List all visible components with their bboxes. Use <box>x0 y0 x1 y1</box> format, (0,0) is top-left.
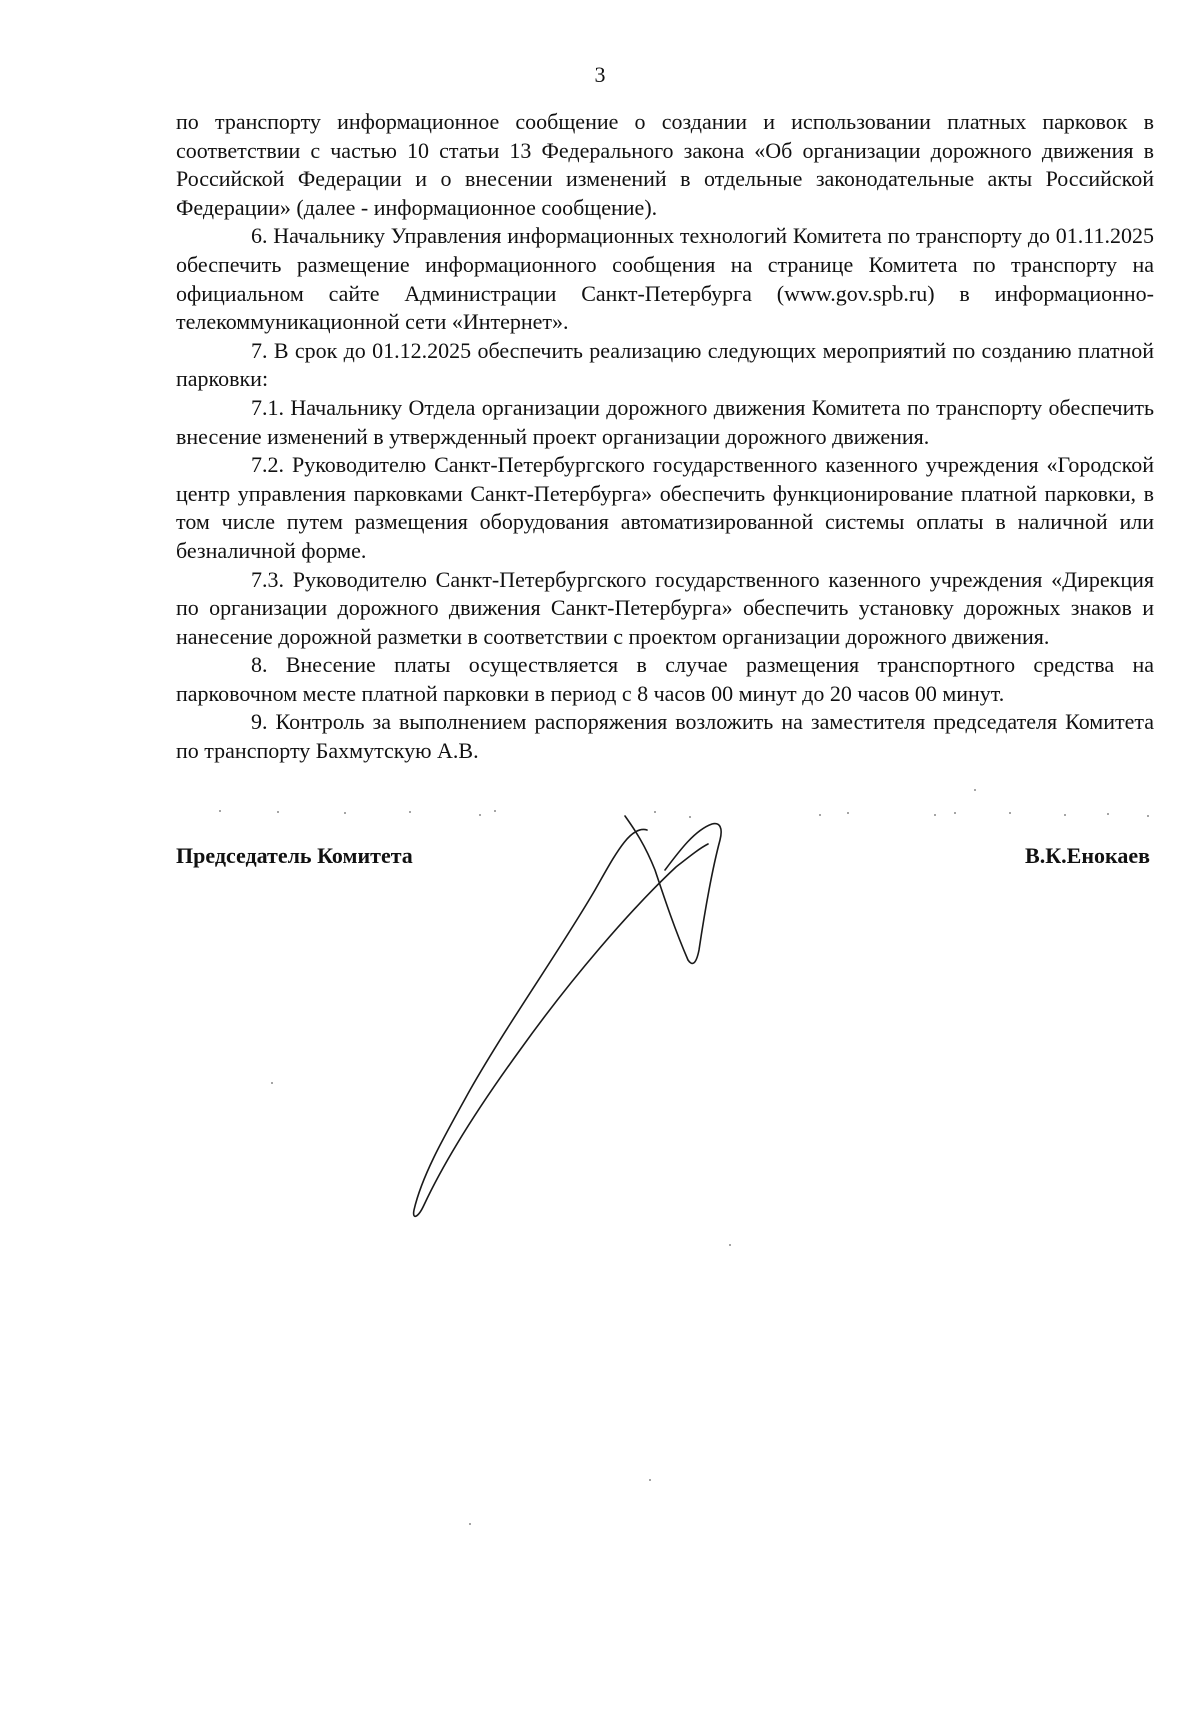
paragraph-continuation: по транспорту информационное сообщение о создании и использовании платных парковок в соответствии с частью 10 статьи 13 Федерального закона «Об организации дорожного движения в Российской Федерации и о внесении изменений в отдельные законодательные акты Российской Федерации» (далее - информационное сообщение). <box>176 109 1154 220</box>
paragraph-item-9: 9. Контроль за выполнением распоряжения возложить на заместителя председателя Комитета по транспорту Бахмутскую А.В. <box>176 709 1154 764</box>
page-number: 3 <box>594 62 606 87</box>
paragraph-item-7-2: 7.2. Руководителю Санкт-Петербургского государственного казенного учреждения «Городской центр управления парковками Санкт-Петербурга» обеспечить функционирование платной парковки, в том числе путем размещения оборудования автоматизированной системы оплаты в наличной или безналичной форме. <box>176 452 1154 563</box>
document-body <box>176 108 1154 766</box>
paragraph-item-7: 7. В срок до 01.12.2025 обеспечить реализацию следующих мероприятий по созданию платной парковки: <box>176 337 1154 392</box>
signature-loop-stroke <box>414 829 708 1216</box>
paragraph-item-8: 8. Внесение платы осуществляется в случае размещения транспортного средства на парковочном месте платной парковки в период с 8 часов 00 минут до 20 часов 00 минут. <box>176 652 1154 706</box>
signatory-name: В.К.Енокаев <box>1025 843 1150 868</box>
signatory-title: Председатель Комитета <box>176 843 413 868</box>
paragraph-item-7-1: 7.1. Начальнику Отдела организации дорожного движения Комитета по транспорту обеспечить внесение изменений в утвержденный проект организации дорожного движения. <box>176 394 1154 449</box>
paragraph-item-7-3: 7.3. Руководителю Санкт-Петербургского государственного казенного учреждения «Дирекция по организации дорожного движения Санкт-Петербурга» обеспечить установку дорожных знаков и нанесение дорожной разметки в соответствии с проектом организации дорожного движения. <box>176 566 1154 649</box>
paragraph-item-6: 6. Начальнику Управления информационных технологий Комитета по транспорту до 01.11.2025 обеспечить размещение информационного сообщения на странице Комитета по транспорту на официальном сайте Администрации Санкт-Петербурга (www.gov.spb.ru) в информационно-телекоммуникационной сети «Интернет». <box>176 223 1154 335</box>
signature-check-stroke <box>625 816 721 963</box>
handwritten-signature <box>400 800 800 1240</box>
